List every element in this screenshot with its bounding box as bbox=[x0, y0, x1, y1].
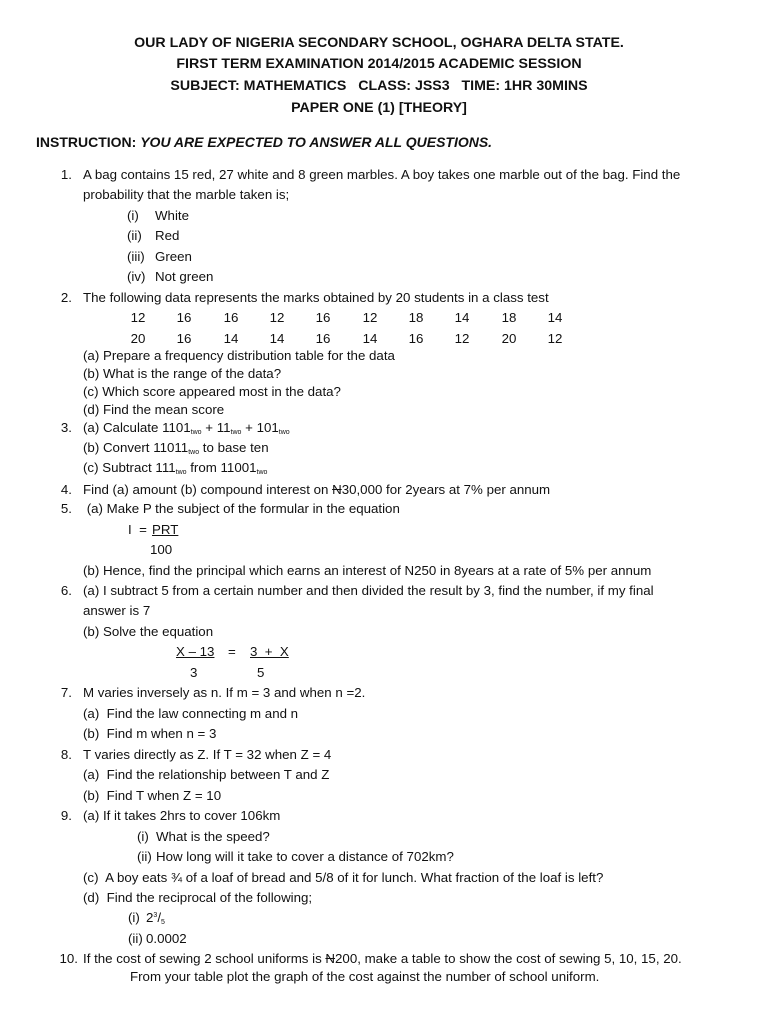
base-subscript: two bbox=[175, 469, 187, 476]
q1-line1: A bag contains 15 red, 27 white and 8 green marbles. A boy takes one marble out of the bag. Find the bbox=[83, 167, 681, 182]
naira-symbol: N bbox=[332, 482, 342, 497]
q9-dii-label: (ii) bbox=[128, 931, 143, 946]
instruction bbox=[36, 134, 492, 150]
data-cell: 16 bbox=[223, 310, 239, 325]
data-cell: 16 bbox=[176, 331, 192, 346]
q10-number: 10. bbox=[59, 951, 78, 966]
fraction-denominator: 5 bbox=[161, 919, 165, 926]
base-subscript: two bbox=[230, 429, 242, 436]
base-subscript: two bbox=[256, 469, 268, 476]
data-cell: 16 bbox=[176, 310, 192, 325]
q3-part-b bbox=[83, 440, 269, 455]
q9-part-a: (a) If it takes 2hrs to cover 106km bbox=[83, 808, 281, 823]
q5-denominator: 100 bbox=[150, 542, 173, 557]
q9-di-label: (i) bbox=[128, 910, 140, 925]
data-cell: 12 bbox=[362, 310, 378, 325]
q9-number: 9. bbox=[60, 808, 72, 823]
q5-part-a: (a) Make P the subject of the formular in the equation bbox=[83, 501, 400, 516]
q9-ai-label: (i) bbox=[137, 829, 149, 844]
q6-right-denominator: 5 bbox=[257, 665, 265, 680]
text: (c) Subtract 111 bbox=[83, 460, 176, 475]
text: from 11001 bbox=[186, 460, 257, 475]
data-cell: 12 bbox=[454, 331, 470, 346]
q6-number: 6. bbox=[60, 583, 72, 598]
data-cell: 18 bbox=[408, 310, 424, 325]
exam-title: FIRST TERM EXAMINATION 2014/2015 ACADEMIC SESSION bbox=[176, 56, 582, 72]
data-cell: 12 bbox=[547, 331, 563, 346]
q8-part-a: (a) Find the relationship between T and Z bbox=[83, 767, 330, 782]
q2-part-c: (c) Which score appeared most in the data? bbox=[83, 384, 341, 399]
q10-line1 bbox=[83, 951, 682, 966]
q9-ai-text: What is the speed? bbox=[156, 829, 270, 844]
data-cell: 16 bbox=[315, 331, 331, 346]
text: 30,000 for 2years at 7% per annum bbox=[341, 482, 551, 497]
q5-numerator: PRT bbox=[152, 522, 179, 537]
q1-sub-text: Green bbox=[155, 249, 192, 264]
q6-right-numerator: 3 + X bbox=[250, 644, 289, 659]
q10-line2: From your table plot the graph of the cost against the number of school uniform. bbox=[130, 969, 600, 984]
data-cell: 12 bbox=[130, 310, 146, 325]
q2-part-b: (b) What is the range of the data? bbox=[83, 366, 282, 381]
q6-part-a-line1: (a) I subtract 5 from a certain number and then divided the result by 3, find the number, if my final bbox=[83, 583, 654, 598]
q1-sub-text: White bbox=[155, 208, 189, 223]
q9-part-c: (c) A boy eats ¾ of a loaf of bread and 5/8 of it for lunch. What fraction of the loaf is left? bbox=[83, 870, 604, 885]
q1-line2: probability that the marble taken is; bbox=[83, 187, 290, 202]
data-cell: 14 bbox=[362, 331, 378, 346]
text: If the cost of sewing 2 school uniforms is bbox=[83, 951, 326, 966]
q6-part-b: (b) Solve the equation bbox=[83, 624, 214, 639]
data-cell: 12 bbox=[269, 310, 285, 325]
q7-number: 7. bbox=[60, 685, 72, 700]
q4-number: 4. bbox=[60, 482, 72, 497]
q9-di-fraction: $2^3/_5$ bbox=[146, 910, 165, 926]
q6-left-numerator: X – 13 bbox=[176, 644, 215, 659]
q1-sub-label: (ii) bbox=[127, 228, 142, 243]
q2-part-d: (d) Find the mean score bbox=[83, 402, 225, 417]
text: + 101 bbox=[241, 420, 279, 435]
data-cell: 14 bbox=[223, 331, 239, 346]
q1-sub-text: Red bbox=[155, 228, 180, 243]
data-cell: 14 bbox=[454, 310, 470, 325]
data-cell: 20 bbox=[130, 331, 146, 346]
base-subscript: two bbox=[278, 429, 290, 436]
q9-aii-label: (ii) bbox=[137, 849, 152, 864]
q5-lhs: I = bbox=[128, 522, 147, 537]
data-cell: 14 bbox=[269, 331, 285, 346]
q9-dii-text: 0.0002 bbox=[146, 931, 187, 946]
q6-part-a-line2: answer is 7 bbox=[83, 603, 151, 618]
text: to base ten bbox=[199, 440, 269, 455]
q6-left-denominator: 3 bbox=[190, 665, 198, 680]
q1-sub-label: (iii) bbox=[127, 249, 145, 264]
paper-title: PAPER ONE (1) [THEORY] bbox=[291, 100, 467, 116]
q2-number: 2. bbox=[60, 290, 72, 305]
q7-part-a: (a) Find the law connecting m and n bbox=[83, 706, 299, 721]
q1-sub-text: Not green bbox=[155, 269, 214, 284]
base-subscript: two bbox=[190, 429, 202, 436]
text: Find (a) amount (b) compound interest on bbox=[83, 482, 333, 497]
q3-part-a bbox=[83, 420, 290, 435]
q8-part-b: (b) Find T when Z = 10 bbox=[83, 788, 222, 803]
q5-number: 5. bbox=[60, 501, 72, 516]
q9-part-d: (d) Find the reciprocal of the following; bbox=[83, 890, 313, 905]
q7-part-b: (b) Find m when n = 3 bbox=[83, 726, 217, 741]
instruction-label: INSTRUCTION: bbox=[36, 134, 137, 150]
q2-part-a: (a) Prepare a frequency distribution table for the data bbox=[83, 348, 395, 363]
q8-text: T varies directly as Z. If T = 32 when Z = 4 bbox=[83, 747, 332, 762]
q1-sub-label: (i) bbox=[127, 208, 139, 223]
q9-aii-text: How long will it take to cover a distance of 702km? bbox=[156, 849, 454, 864]
q6-equals: = bbox=[228, 644, 236, 659]
text: 200, make a table to show the cost of sewing 5, 10, 15, 20. bbox=[335, 951, 682, 966]
school-name: OUR LADY OF NIGERIA SECONDARY SCHOOL, OGHARA DELTA STATE. bbox=[134, 35, 624, 51]
q7-text: M varies inversely as n. If m = 3 and when n =2. bbox=[83, 685, 366, 700]
q5-part-b: (b) Hence, find the principal which earns an interest of N250 in 8years at a rate of 5% per annum bbox=[83, 563, 652, 578]
subject-line: SUBJECT: MATHEMATICS CLASS: JSS3 TIME: 1HR 30MINS bbox=[170, 78, 588, 94]
q1-number: 1. bbox=[60, 167, 72, 182]
data-cell: 18 bbox=[501, 310, 517, 325]
text: (a) Calculate 1101 bbox=[83, 420, 191, 435]
data-cell: 20 bbox=[501, 331, 517, 346]
instruction-text: YOU ARE EXPECTED TO ANSWER ALL QUESTIONS. bbox=[140, 134, 493, 150]
data-cell: 16 bbox=[315, 310, 331, 325]
text: (b) Convert 11011 bbox=[83, 440, 189, 455]
text: + 11 bbox=[201, 420, 231, 435]
data-cell: 16 bbox=[408, 331, 424, 346]
naira-symbol: N bbox=[325, 951, 336, 966]
q1-sub-label: (iv) bbox=[127, 269, 146, 284]
fraction-numerator: 3 bbox=[153, 912, 158, 919]
q4-text bbox=[83, 482, 550, 497]
base-subscript: two bbox=[188, 449, 200, 456]
q8-number: 8. bbox=[60, 747, 72, 762]
q3-number: 3. bbox=[60, 420, 72, 435]
whole-number: 2 bbox=[146, 910, 154, 925]
q2-line1: The following data represents the marks obtained by 20 students in a class test bbox=[83, 290, 549, 305]
data-cell: 14 bbox=[547, 310, 563, 325]
q3-part-c bbox=[83, 460, 267, 475]
